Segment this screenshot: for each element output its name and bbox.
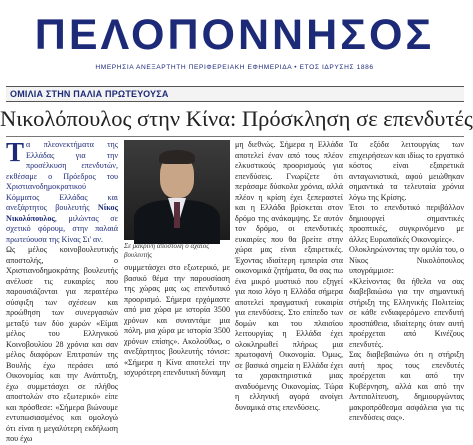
photo-hair [159, 150, 195, 164]
article-column-3 [235, 140, 343, 412]
article-column-1 [6, 137, 118, 443]
article-body-4d: «Κλείνοντας θα ήθελα να σας διαβεβαιώσω για την σημαντική στήριξη της Ελληνικής Πολιτείας σε κάθε ενδιαφερόμενο επενδυτή προσπάθεια, ιδιαίτερης όταν αυτή προέρχεται από Κινέζους επενδυτές. [349, 276, 464, 349]
article-body-4b: Έτσι το επενδυτικό περιβάλλον δημιουργεί σημαντικές προοπτικές, συγκρινόμενο με άλλες Ευρωπαϊκές Οικονομίες». [349, 203, 464, 244]
newspaper-title: ΠΕΛΟΠΟΝΝΗΣΟΣ [34, 11, 435, 59]
article-headline: Νικολόπουλος στην Κίνα: Πρόσκληση σε επενδυτές [0, 106, 473, 131]
article-body-3: μη διεθνώς. Σήμερα η Ελλάδα αποτελεί έναν από τους πλέον ελκυστικούς προορισμούς για επενδύσεις. Γνωρίζετε ότι περάσαμε δύσκολα χρόνια, αλλά πλέον η κρίση έχει ξεπεραστεί και η Ελλάδα βρίσκεται στον δρόμο της ανάκαμψης. Σε αυτόν τον δρόμο, οι επενδυτικές ευκαιρίες που θα βρείτε στην χώρα μας είναι εξαιρετικές. Έχοντας ιδιαίτερη εμπειρία στα οικονομικά ζητήματα, θα σας πω ένα μικρό μυστικό που εξηγεί για ποιο λόγο η Ελλάδα σήμερα αποτελεί πραγματική ευκαιρία για επενδύσεις. Στο επίπεδο των δομών και του πλαισίου λειτουργίας η Ελλάδα έχει ολοκληρωθεί πλήρως μια πρωτοφανή Οικονομία. Όμως, σε βασικά σημεία η Ελλάδα έχει τα χαρακτηριστικά μιας αναδυόμενης Οικονομίας. Τώρα η ελληνική αγορά ανοίγει δυναμικά στις επενδύσεις. [235, 140, 343, 412]
lead-text-a: α πλεονεκτήματα της Ελλάδας για την προσέλκυση επενδυτών, εκθέσαμε ο Πρόεδρος του Χριστιανοδημοκρατικού Κόμματος Ελλάδας και ανεξάρτητος βουλευτής [6, 140, 118, 212]
article-body-4c: Ολοκληρώνοντας την ομιλία του, ο Νίκος Νικολόπουλος υπογράμμισε: [349, 245, 464, 275]
article-lead [6, 137, 118, 245]
section-bar [6, 86, 464, 102]
article-body-2: συμμετάσχει στο εξωτερικό, με βασικό θέμα την παρουσίαση της χώρας μας ως επενδυτικό προορισμό. Σήμερα ερχόμαστε από μια χώρα με ιστορία 3500 χρόνων και συναντάμε μια πόλη, μια χώρα με ιστορία 3500 χρόνων επίσης». Ακολούθως, ο ανεξάρτητος βουλευτής τόνισε: «Σήμερα η Κίνα αποτελεί την ισχυρότερη επενδυτική δύναμη [124, 263, 230, 377]
article-body-1: Ως μέλος κοινοβουλευτικής αποστολής, ο Χριστιανοδημοκράτης βουλευτής ανέλυσε τις ευκαιρίες που παρουσιάζονται για περαιτέρω σύσφιξη των σχέσεων και προώθηση των συνεργασιών μεταξύ των δύο χωρών «Είμαι μέλος του Ελληνικού Κοινοβουλίου 28 χρόνια και σαν μέλος διαφόρων Επιτροπών της Βουλής έχω περάσει από Οικονομίας και την Ανάπτυξη, έχω συμμετάσχει σε πλήθος αποστολών στο εξωτερικό» είπε και πρόσθεσε: «Σήμερα βιώνουμε εντυπωσιασμένος και ομολογώ ότι είναι η μεγαλύτερη εκδήλωση που έχω [6, 245, 118, 443]
headline-divider [6, 136, 464, 137]
photo-caption: Σε μακρινή αποστολή ο αχαιός βουλευτής [124, 242, 210, 259]
lead-name: Νίκος Νικολόπουλος [6, 203, 118, 223]
photo-tie [174, 202, 180, 228]
section-label: ΟΜΙΛΙΑ ΣΤΗΝ ΠΑΛΙΑ ΠΡΩΤΕΥΟΥΣΑ [10, 89, 169, 99]
article-body-4e: Σας διαβεβαιώνω ότι η στήριξη αυτή προς τους επενδυτές προέρχεται και από την Κυβέρνηση, αλλά και από την Αντιπολίτευση, δημιουργώντας μακροπρόθεσμα ασφάλεια για τις επενδύσεις σας». [349, 350, 464, 422]
article-column-2 [124, 263, 230, 408]
lead-text-b: , μιλώντας σε σχετικό φόρουμ, στην παλαιά πρωτεύουσα της Κίνας Σι' αν. [6, 213, 118, 244]
article-column-4 [349, 140, 465, 422]
dropcap: Τ [6, 137, 25, 167]
article-body-4a: Τα εξόδα λειτουργίας των επιχειρήσεων και ιδίως το εργατικό κόστος είναι εξαιρετικά ανταγωνιστικά, αφού μειώθηκαν σημαντικά τα τελευταία χρόνια λόγω της Κρίσης. [349, 140, 465, 202]
portrait-photo [124, 140, 230, 240]
newspaper-subtitle: ΗΜΕΡΗΣΙΑ ΑΝΕΞΑΡΤΗΤΗ ΠΕΡΙΦΕΡΕΙΑΚΗ ΕΦΗΜΕΡΙΔΑ • ΕΤΟΣ ΙΔΡΥΣΗΣ 1886 [95, 64, 374, 71]
masthead [0, 0, 469, 82]
